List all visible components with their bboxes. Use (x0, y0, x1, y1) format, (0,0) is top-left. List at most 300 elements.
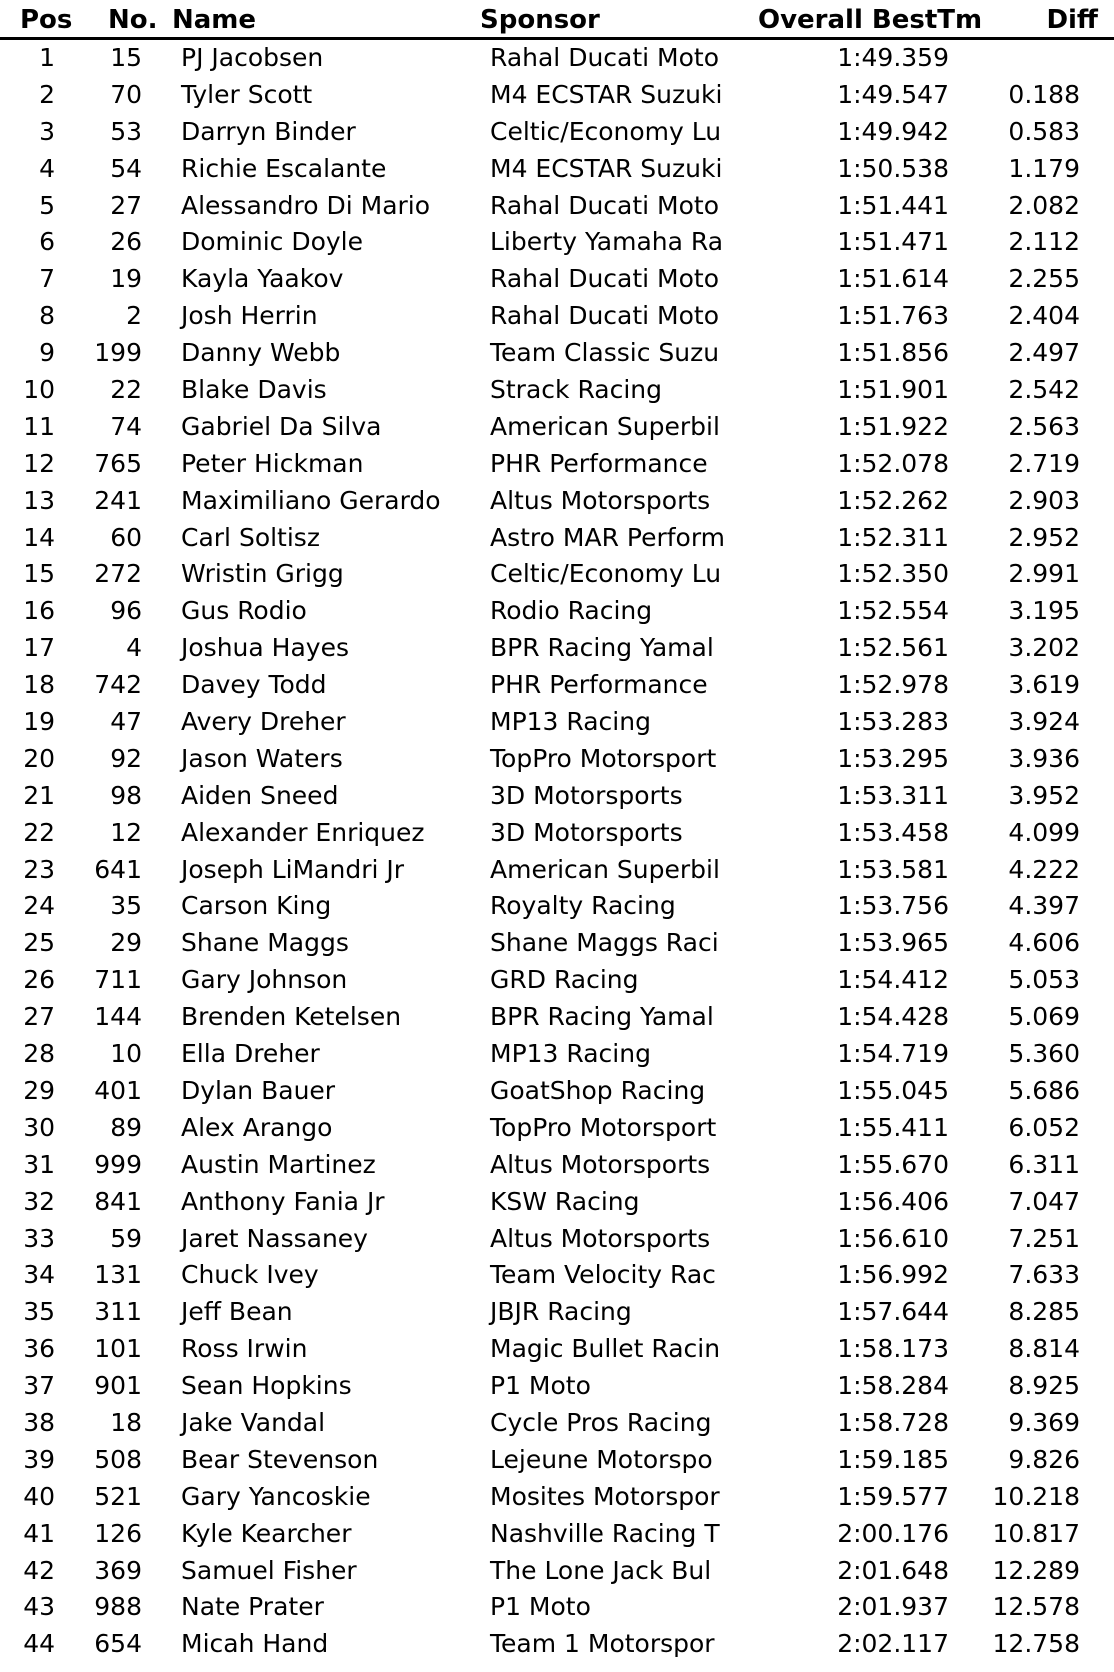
table-row (0, 815, 1114, 852)
cell-best-time: 1:54.428 (837, 1002, 949, 1032)
cell-sponsor: GRD Racing (490, 965, 639, 995)
cell-name: Danny Webb (181, 338, 341, 368)
cell-number: 15 (110, 43, 142, 72)
cell-number: 401 (94, 1075, 142, 1105)
cell-number: 96 (110, 596, 142, 626)
table-row (0, 630, 1114, 667)
cell-diff: 4.222 (1008, 854, 1080, 884)
cell-number: 19 (110, 264, 142, 294)
cell-pos: 13 (23, 485, 55, 515)
cell-name: Austin Martinez (181, 1149, 376, 1179)
cell-pos: 38 (23, 1407, 55, 1437)
cell-best-time: 1:53.581 (837, 854, 949, 884)
cell-sponsor: Rodio Racing (490, 596, 653, 626)
table-row (0, 1036, 1114, 1073)
cell-pos: 2 (39, 79, 55, 109)
cell-number: 999 (94, 1149, 142, 1179)
cell-pos: 1 (39, 43, 55, 72)
table-row (0, 114, 1114, 151)
cell-diff: 12.289 (992, 1555, 1080, 1585)
cell-number: 654 (94, 1629, 142, 1659)
cell-sponsor: Altus Motorsports (490, 1149, 711, 1179)
cell-pos: 34 (23, 1260, 55, 1290)
cell-best-time: 1:55.411 (837, 1112, 949, 1142)
cell-diff: 3.195 (1008, 596, 1080, 626)
cell-sponsor: Strack Racing (490, 375, 662, 405)
cell-sponsor: P1 Moto (490, 1371, 591, 1401)
cell-diff: 2.991 (1008, 559, 1080, 589)
cell-sponsor: Rahal Ducati Moto (490, 301, 720, 331)
cell-pos: 12 (23, 448, 55, 478)
cell-sponsor: Team 1 Motorspor (490, 1629, 715, 1659)
cell-best-time: 1:59.185 (837, 1444, 949, 1474)
table-row (0, 852, 1114, 889)
cell-sponsor: Rahal Ducati Moto (490, 264, 720, 294)
cell-pos: 16 (23, 596, 55, 626)
cell-number: 4 (126, 633, 142, 663)
cell-diff: 8.814 (1008, 1334, 1080, 1364)
cell-sponsor: TopPro Motorsport (490, 1112, 717, 1142)
cell-name: Aiden Sneed (181, 780, 339, 810)
cell-sponsor: BPR Racing Yamal (490, 633, 714, 663)
cell-diff: 0.188 (1008, 79, 1080, 109)
table-row (0, 1221, 1114, 1258)
cell-name: Alexander Enriquez (181, 817, 425, 847)
cell-best-time: 1:51.763 (837, 301, 949, 331)
cell-name: Blake Davis (181, 375, 327, 405)
cell-best-time: 1:59.577 (837, 1481, 949, 1511)
cell-best-time: 1:49.359 (837, 43, 949, 72)
cell-name: Sean Hopkins (181, 1371, 352, 1401)
cell-best-time: 1:51.614 (837, 264, 949, 294)
cell-best-time: 1:51.922 (837, 411, 949, 441)
cell-diff: 5.069 (1008, 1002, 1080, 1032)
cell-best-time: 1:52.311 (837, 522, 949, 552)
cell-sponsor: M4 ECSTAR Suzuki (490, 79, 723, 109)
cell-pos: 39 (23, 1444, 55, 1474)
cell-name: Gabriel Da Silva (181, 411, 382, 441)
cell-name: Chuck Ivey (181, 1260, 319, 1290)
cell-pos: 32 (23, 1186, 55, 1216)
cell-best-time: 1:53.965 (837, 928, 949, 958)
cell-pos: 44 (23, 1629, 55, 1659)
cell-name: Davey Todd (181, 670, 327, 700)
cell-name: Alex Arango (181, 1112, 333, 1142)
cell-number: 60 (110, 522, 142, 552)
cell-diff: 0.583 (1008, 116, 1080, 146)
cell-name: Jake Vandal (181, 1407, 326, 1437)
cell-diff: 4.606 (1008, 928, 1080, 958)
header-sponsor: Sponsor (480, 5, 600, 35)
cell-sponsor: Team Classic Suzu (490, 338, 720, 368)
cell-best-time: 2:02.117 (837, 1629, 949, 1659)
cell-number: 131 (94, 1260, 142, 1290)
cell-sponsor: JBJR Racing (490, 1297, 632, 1327)
cell-sponsor: Lejeune Motorspo (490, 1444, 713, 1474)
cell-sponsor: Astro MAR Perform (490, 522, 726, 552)
table-row (0, 1405, 1114, 1442)
cell-name: Anthony Fania Jr (181, 1186, 385, 1216)
cell-number: 18 (110, 1407, 142, 1437)
cell-name: Kyle Kearcher (181, 1518, 352, 1548)
cell-best-time: 2:00.176 (837, 1518, 949, 1548)
cell-number: 742 (94, 670, 142, 700)
cell-number: 901 (94, 1371, 142, 1401)
cell-number: 54 (110, 153, 142, 183)
header-name: Name (172, 5, 257, 35)
cell-name: Ross Irwin (181, 1334, 308, 1364)
cell-name: Gus Rodio (181, 596, 307, 626)
cell-name: Carl Soltisz (181, 522, 320, 552)
cell-best-time: 1:52.554 (837, 596, 949, 626)
cell-pos: 19 (23, 707, 55, 737)
cell-number: 74 (110, 411, 142, 441)
cell-best-time: 1:53.311 (837, 780, 949, 810)
cell-name: Joseph LiMandri Jr (181, 854, 405, 884)
cell-name: Ella Dreher (181, 1039, 320, 1069)
cell-pos: 29 (23, 1075, 55, 1105)
table-row (0, 741, 1114, 778)
table-row (0, 77, 1114, 114)
cell-name: Dylan Bauer (181, 1075, 336, 1105)
cell-pos: 14 (23, 522, 55, 552)
cell-best-time: 1:53.458 (837, 817, 949, 847)
cell-sponsor: KSW Racing (490, 1186, 640, 1216)
cell-best-time: 1:56.992 (837, 1260, 949, 1290)
cell-name: Bear Stevenson (181, 1444, 379, 1474)
cell-pos: 20 (23, 743, 55, 773)
cell-best-time: 1:52.561 (837, 633, 949, 663)
cell-pos: 22 (23, 817, 55, 847)
cell-name: Carson King (181, 891, 332, 921)
cell-diff: 2.952 (1008, 522, 1080, 552)
cell-number: 35 (110, 891, 142, 921)
cell-sponsor: Celtic/Economy Lu (490, 559, 722, 589)
cell-name: Jaret Nassaney (181, 1223, 368, 1253)
cell-diff: 3.952 (1008, 780, 1080, 810)
cell-number: 241 (94, 485, 142, 515)
cell-sponsor: The Lone Jack Bul (490, 1555, 712, 1585)
cell-name: Micah Hand (181, 1629, 329, 1659)
table-row (0, 1479, 1114, 1516)
cell-diff: 2.082 (1008, 190, 1080, 220)
table-row (0, 1184, 1114, 1221)
cell-diff: 2.112 (1008, 227, 1080, 257)
table-row (0, 188, 1114, 225)
cell-best-time: 1:53.295 (837, 743, 949, 773)
cell-diff: 10.218 (992, 1481, 1080, 1511)
header-best-time: Overall BestTm (758, 5, 983, 35)
cell-sponsor: Cycle Pros Racing (490, 1407, 712, 1437)
cell-number: 2 (126, 301, 142, 331)
cell-diff: 2.903 (1008, 485, 1080, 515)
cell-pos: 42 (23, 1555, 55, 1585)
cell-sponsor: Rahal Ducati Moto (490, 43, 720, 72)
cell-best-time: 1:53.283 (837, 707, 949, 737)
table-row (0, 1331, 1114, 1368)
cell-diff: 5.360 (1008, 1039, 1080, 1069)
cell-sponsor: BPR Racing Yamal (490, 1002, 714, 1032)
cell-name: Richie Escalante (181, 153, 387, 183)
cell-name: Kayla Yaakov (181, 264, 344, 294)
cell-number: 26 (110, 227, 142, 257)
cell-number: 47 (110, 707, 142, 737)
cell-number: 27 (110, 190, 142, 220)
cell-number: 841 (94, 1186, 142, 1216)
cell-best-time: 1:58.173 (837, 1334, 949, 1364)
cell-name: Dominic Doyle (181, 227, 363, 257)
cell-best-time: 1:53.756 (837, 891, 949, 921)
cell-best-time: 1:52.350 (837, 559, 949, 589)
cell-pos: 21 (23, 780, 55, 810)
cell-sponsor: Nashville Racing T (490, 1518, 720, 1548)
table-row (0, 483, 1114, 520)
cell-pos: 27 (23, 1002, 55, 1032)
cell-name: Gary Johnson (181, 965, 348, 995)
cell-diff: 4.397 (1008, 891, 1080, 921)
cell-number: 988 (94, 1592, 142, 1622)
cell-name: Jeff Bean (181, 1297, 293, 1327)
table-row (0, 261, 1114, 298)
table-row (0, 1589, 1114, 1626)
cell-sponsor: PHR Performance (490, 448, 708, 478)
cell-sponsor: American Superbil (490, 411, 720, 441)
cell-sponsor: Magic Bullet Racin (490, 1334, 721, 1364)
cell-name: PJ Jacobsen (181, 43, 324, 72)
table-row (0, 556, 1114, 593)
cell-best-time: 1:58.728 (837, 1407, 949, 1437)
table-header (0, 0, 1114, 40)
cell-diff: 7.047 (1008, 1186, 1080, 1216)
cell-sponsor: Shane Maggs Raci (490, 928, 719, 958)
cell-pos: 24 (23, 891, 55, 921)
cell-number: 765 (94, 448, 142, 478)
cell-diff: 2.563 (1008, 411, 1080, 441)
cell-sponsor: Altus Motorsports (490, 485, 711, 515)
table-row (0, 224, 1114, 261)
cell-pos: 41 (23, 1518, 55, 1548)
cell-number: 10 (110, 1039, 142, 1069)
cell-number: 199 (94, 338, 142, 368)
table-row (0, 1516, 1114, 1553)
table-row (0, 151, 1114, 188)
cell-pos: 23 (23, 854, 55, 884)
cell-number: 641 (94, 854, 142, 884)
cell-name: Nate Prater (181, 1592, 324, 1622)
cell-pos: 36 (23, 1334, 55, 1364)
cell-diff: 2.404 (1008, 301, 1080, 331)
cell-pos: 15 (23, 559, 55, 589)
cell-pos: 40 (23, 1481, 55, 1511)
cell-pos: 6 (39, 227, 55, 257)
table-row (0, 999, 1114, 1036)
cell-sponsor: P1 Moto (490, 1592, 591, 1622)
cell-best-time: 1:52.978 (837, 670, 949, 700)
cell-pos: 31 (23, 1149, 55, 1179)
cell-pos: 26 (23, 965, 55, 995)
cell-best-time: 1:55.045 (837, 1075, 949, 1105)
cell-diff: 8.285 (1008, 1297, 1080, 1327)
cell-number: 98 (110, 780, 142, 810)
cell-number: 369 (94, 1555, 142, 1585)
table-row (0, 1257, 1114, 1294)
cell-best-time: 1:52.078 (837, 448, 949, 478)
cell-diff: 2.542 (1008, 375, 1080, 405)
cell-diff: 2.497 (1008, 338, 1080, 368)
cell-diff: 3.619 (1008, 670, 1080, 700)
cell-name: Brenden Ketelsen (181, 1002, 402, 1032)
table-row (0, 298, 1114, 335)
cell-pos: 35 (23, 1297, 55, 1327)
cell-number: 711 (94, 965, 142, 995)
cell-number: 126 (94, 1518, 142, 1548)
cell-diff: 9.826 (1008, 1444, 1080, 1474)
table-row (0, 1073, 1114, 1110)
cell-name: Wristin Grigg (181, 559, 344, 589)
cell-name: Shane Maggs (181, 928, 349, 958)
table-row (0, 372, 1114, 409)
cell-diff: 1.179 (1008, 153, 1080, 183)
cell-name: Gary Yancoskie (181, 1481, 371, 1511)
table-row (0, 667, 1114, 704)
cell-name: Tyler Scott (181, 79, 313, 109)
cell-pos: 8 (39, 301, 55, 331)
cell-name: Josh Herrin (181, 301, 318, 331)
cell-name: Avery Dreher (181, 707, 346, 737)
header-no: No. (108, 5, 158, 35)
cell-pos: 33 (23, 1223, 55, 1253)
cell-sponsor: Team Velocity Rac (490, 1260, 716, 1290)
cell-sponsor: 3D Motorsports (490, 780, 683, 810)
cell-name: Maximiliano Gerardo (181, 485, 441, 515)
cell-sponsor: 3D Motorsports (490, 817, 683, 847)
cell-best-time: 1:49.547 (837, 79, 949, 109)
cell-number: 29 (110, 928, 142, 958)
cell-best-time: 1:58.284 (837, 1371, 949, 1401)
cell-number: 144 (94, 1002, 142, 1032)
cell-number: 101 (94, 1334, 142, 1364)
cell-best-time: 1:56.610 (837, 1223, 949, 1253)
cell-diff: 2.255 (1008, 264, 1080, 294)
cell-diff: 12.578 (992, 1592, 1080, 1622)
table-row (0, 778, 1114, 815)
cell-sponsor: MP13 Racing (490, 1039, 651, 1069)
cell-diff: 3.924 (1008, 707, 1080, 737)
cell-best-time: 1:49.942 (837, 116, 949, 146)
cell-pos: 3 (39, 116, 55, 146)
cell-diff: 12.758 (992, 1629, 1080, 1659)
cell-diff: 5.686 (1008, 1075, 1080, 1105)
cell-diff: 7.633 (1008, 1260, 1080, 1290)
cell-best-time: 1:51.471 (837, 227, 949, 257)
cell-best-time: 1:56.406 (837, 1186, 949, 1216)
cell-sponsor: Mosites Motorspor (490, 1481, 720, 1511)
cell-number: 92 (110, 743, 142, 773)
cell-name: Alessandro Di Mario (181, 190, 431, 220)
cell-number: 508 (94, 1444, 142, 1474)
table-row (0, 446, 1114, 483)
cell-sponsor: Royalty Racing (490, 891, 676, 921)
cell-number: 59 (110, 1223, 142, 1253)
cell-pos: 25 (23, 928, 55, 958)
header-pos: Pos (20, 5, 73, 35)
table-row (0, 962, 1114, 999)
cell-diff: 3.936 (1008, 743, 1080, 773)
cell-diff: 6.052 (1008, 1112, 1080, 1142)
cell-pos: 4 (39, 153, 55, 183)
cell-diff: 3.202 (1008, 633, 1080, 663)
table-row (0, 520, 1114, 557)
cell-diff: 9.369 (1008, 1407, 1080, 1437)
cell-pos: 17 (23, 633, 55, 663)
cell-pos: 18 (23, 670, 55, 700)
cell-diff: 2.719 (1008, 448, 1080, 478)
table-row (0, 1147, 1114, 1184)
cell-sponsor: TopPro Motorsport (490, 743, 717, 773)
cell-diff: 8.925 (1008, 1371, 1080, 1401)
cell-name: Darryn Binder (181, 116, 356, 146)
cell-name: Joshua Hayes (181, 633, 349, 663)
cell-number: 272 (94, 559, 142, 589)
cell-number: 12 (110, 817, 142, 847)
cell-sponsor: Altus Motorsports (490, 1223, 711, 1253)
table-row (0, 1553, 1114, 1590)
cell-sponsor: American Superbil (490, 854, 720, 884)
table-row (0, 1442, 1114, 1479)
cell-best-time: 1:54.412 (837, 965, 949, 995)
cell-sponsor: Liberty Yamaha Ra (490, 227, 724, 257)
cell-pos: 9 (39, 338, 55, 368)
cell-best-time: 2:01.937 (837, 1592, 949, 1622)
table-row (0, 593, 1114, 630)
table-row (0, 704, 1114, 741)
cell-best-time: 1:51.441 (837, 190, 949, 220)
cell-name: Samuel Fisher (181, 1555, 357, 1585)
cell-number: 22 (110, 375, 142, 405)
cell-diff: 4.099 (1008, 817, 1080, 847)
cell-pos: 43 (23, 1592, 55, 1622)
table-row (0, 925, 1114, 962)
cell-number: 89 (110, 1112, 142, 1142)
cell-sponsor: Celtic/Economy Lu (490, 116, 722, 146)
table-row (0, 1110, 1114, 1147)
cell-best-time: 1:51.901 (837, 375, 949, 405)
cell-diff: 10.817 (992, 1518, 1080, 1548)
cell-number: 521 (94, 1481, 142, 1511)
table-row (0, 1626, 1114, 1663)
header-diff: Diff (1046, 5, 1098, 35)
cell-number: 70 (110, 79, 142, 109)
cell-best-time: 1:57.644 (837, 1297, 949, 1327)
cell-diff: 5.053 (1008, 965, 1080, 995)
cell-best-time: 2:01.648 (837, 1555, 949, 1585)
cell-best-time: 1:54.719 (837, 1039, 949, 1069)
cell-pos: 11 (23, 411, 55, 441)
cell-diff: 6.311 (1008, 1149, 1080, 1179)
cell-pos: 7 (39, 264, 55, 294)
table-row (0, 1368, 1114, 1405)
cell-best-time: 1:50.538 (837, 153, 949, 183)
cell-best-time: 1:55.670 (837, 1149, 949, 1179)
cell-sponsor: M4 ECSTAR Suzuki (490, 153, 723, 183)
cell-diff: 7.251 (1008, 1223, 1080, 1253)
cell-best-time: 1:51.856 (837, 338, 949, 368)
cell-pos: 28 (23, 1039, 55, 1069)
table-row (0, 335, 1114, 372)
cell-number: 53 (110, 116, 142, 146)
table-row (0, 888, 1114, 925)
cell-pos: 5 (39, 190, 55, 220)
